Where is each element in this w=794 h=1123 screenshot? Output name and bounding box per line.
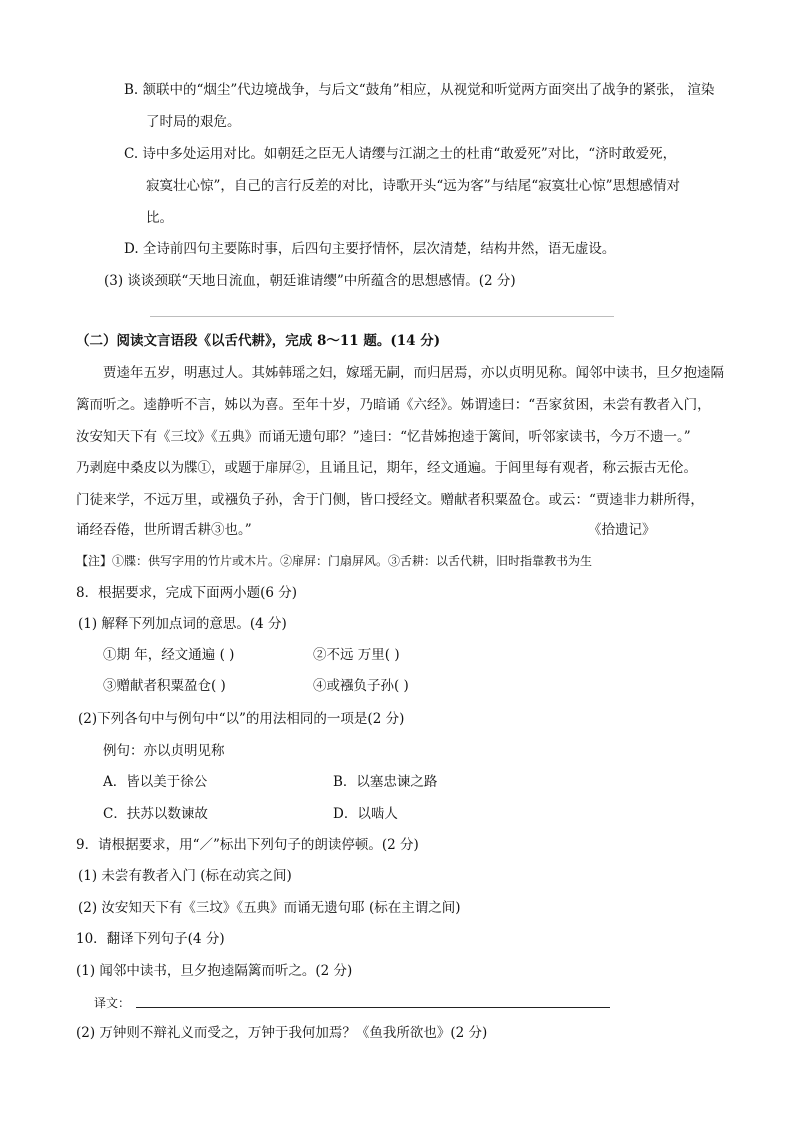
section-title: （二）阅读文言语段《以舌代耕》，完成 8～11 题。(14 分): [76, 333, 441, 349]
question-8-sub1: (1) 解释下列加点词的意思。(4 分): [78, 616, 287, 632]
q10-answer-label: 译文：: [94, 996, 131, 1010]
option-b-line2: 了时局的艰危。: [146, 114, 241, 130]
option-c-line3: 比。: [146, 210, 173, 226]
option-d-line1: D. 全诗前四句主要陈时事，后四句主要抒情怀，层次清楚，结构井然，语无虚设。: [124, 241, 616, 257]
q8-item-2: ②不远 万里( ): [313, 647, 400, 663]
passage-line-6: 诵经吞倦，世所谓舌耕③也。”: [76, 522, 252, 538]
passage-line-3: 汝安知天下有《三坟》《五典》而诵无遗句耶？”逵曰：“忆昔姊抱逵于篱间，听邻家读书，今万不遗一。”: [76, 429, 691, 445]
question-7-3: (3) 谈谈颈联“天地日流血，朝廷谁请缨”中所蕴含的思想感情。(2 分): [104, 273, 516, 289]
question-10-title: 10．翻译下列句子(4 分): [76, 931, 225, 947]
option-c-line1: C. 诗中多处运用对比。如朝廷之臣无人请缨与江湖之士的杜甫“敢爱死”对比，“济时敢爱死，: [124, 146, 677, 162]
passage-line-2: 篱而听之。逵静听不言，姊以为喜。至年十岁，乃暗诵《六经》。姊谓逵曰：“吾家贫困，未尝有教者入门，: [76, 397, 711, 413]
section-divider: [150, 316, 614, 317]
q9-item-2: (2) 汝安知天下有《三坟》《五典》而诵无遗句耶 (标在主谓之间): [78, 900, 461, 916]
q8-option-b: B．以塞忠谏之路: [333, 774, 438, 790]
q8-item-1: ①期 年，经文通遍 ( ): [103, 647, 235, 663]
q8-option-d: D．以啮人: [333, 806, 398, 822]
passage-line-5: 门徒来学，不远万里，或襁负子孙，舍于门侧，皆口授经文。赠献者积粟盈仓。或云：“贾逵非力耕所得，: [76, 492, 704, 508]
q8-item-3: ③赠献者积粟盈仓( ): [103, 678, 226, 694]
q10-item-2: (2) 万钟则不辩礼义而受之，万钟于我何加焉？《鱼我所欲也》(2 分): [76, 1025, 488, 1041]
q10-item-1: (1) 闻邻中读书，旦夕抱逵隔篱而听之。(2 分): [76, 963, 353, 979]
option-b-line1: B. 颔联中的“烟尘”代边境战争，与后文“鼓角”相应，从视觉和听觉两方面突出了战争的紧张， 渲染: [124, 82, 715, 98]
question-9-title: 9．请根据要求，用“／”标出下列句子的朗读停顿。(2 分): [76, 837, 419, 853]
question-8-sub2: (2)下列各句中与例句中“以”的用法相同的一项是(2 分): [78, 711, 405, 727]
passage-line-1: 贾逵年五岁，明惠过人。其姊韩瑶之妇，嫁瑶无嗣，而归居焉，亦以贞明见称。闻邻中读书，旦夕抱逵隔: [103, 365, 724, 381]
option-c-line2: 寂寞壮心惊”，自己的言行反差的对比，诗歌开头“远为客”与结尾“寂寞壮心惊”思想感情对: [146, 178, 681, 194]
passage-line-4: 乃剥庭中桑皮以为牒①，或题于扉屏②，且诵且记，期年，经文通遍。于闾里每有观者，称云振古无伦。: [76, 460, 697, 476]
q8-option-c: C．扶苏以数谏故: [103, 806, 208, 822]
q8-option-a: A．皆以美于徐公: [103, 774, 208, 790]
q8-example: 例句：亦以贞明见称: [103, 743, 225, 759]
q8-item-4: ④或襁负子孙( ): [313, 678, 409, 694]
q9-item-1: (1) 未尝有教者入门 (标在动宾之间): [78, 868, 292, 884]
passage-source: 《拾遗记》: [588, 522, 656, 538]
question-8-title: 8．根据要求，完成下面两小题(6 分): [76, 585, 298, 601]
passage-note: 【注】①牒：供写字用的竹片或木片。②扉屏：门扇屏风。③舌耕：以舌代耕，旧时指靠教书为生: [76, 554, 593, 568]
q10-answer-line[interactable]: [136, 1007, 610, 1008]
